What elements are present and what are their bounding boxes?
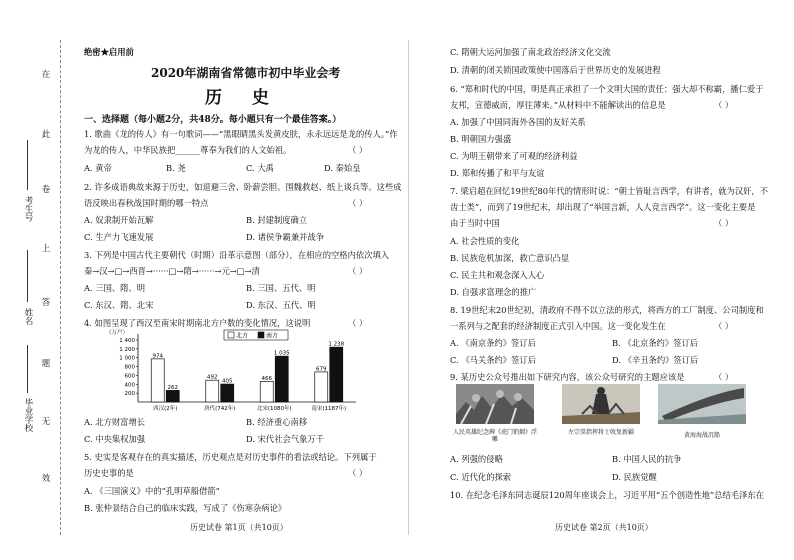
- secret-mark: 绝密★启用前: [84, 47, 134, 57]
- binding-char: 答: [41, 298, 51, 308]
- binding-char: 无: [41, 417, 51, 427]
- binding-char: 此: [41, 130, 51, 140]
- name-label: 姓名: [23, 308, 33, 325]
- bar-north: [151, 359, 164, 402]
- q8-option-b: B. 《北京条约》签订后: [612, 338, 699, 348]
- q5-option-a: A. 《三国演义》中的“孔明草船借箭”: [84, 486, 220, 496]
- binding-dashed-line: [60, 40, 61, 535]
- y-axis-label: （万户）: [106, 330, 129, 336]
- q5-stem-line2: 历史史事的是: [84, 468, 134, 478]
- bar-value-label: 679: [316, 366, 327, 373]
- student-id-label: 考生号: [23, 196, 33, 222]
- q3-option-a: A. 三国、隋、明: [84, 283, 146, 293]
- y-tick-label: 800: [124, 364, 135, 371]
- q8-option-d: D. 《辛丑条约》签订后: [612, 355, 699, 365]
- bar-north: [315, 372, 328, 402]
- x-tick-label: 南宋(1187年): [311, 406, 347, 412]
- section-title: 一、选择题（每小题2分，共48分。每小题只有一个最佳答案。）: [84, 115, 342, 125]
- q2-stem-line2: 语反映出春秋战国时期的哪一特点: [84, 198, 209, 208]
- q6-option-a: A. 加强了中国同海外各国的友好关系: [450, 117, 586, 127]
- legend-swatch: [258, 332, 264, 338]
- y-tick-label: 400: [124, 382, 135, 389]
- q3-option-c: C. 东汉、隋、北宋: [84, 300, 154, 310]
- q7-option-a: A. 社会性质的变化: [450, 236, 520, 246]
- x-tick-label: 唐代(742年): [204, 406, 236, 412]
- footer-left: 历史试卷 第1页（共10页）: [190, 523, 288, 532]
- bar-value-label: 466: [261, 375, 272, 382]
- q7-stem-line3: 由于当时中国: [450, 218, 500, 228]
- legend-swatch: [228, 332, 234, 338]
- q8-option-c: C. 《马关条约》签订后: [450, 355, 536, 365]
- footer-right: 历史试卷 第2页（共10页）: [555, 523, 653, 532]
- q8-stem-line2: 一系列与之配套的经济制度正式引入中国。这一变化发生在: [450, 321, 666, 331]
- q5-stem-line1: 5. 史实是客观存在的真实描述，历史观点是对历史事件的看法或结论。下列属于: [84, 452, 377, 462]
- q5-option-c: C. 隋朝大运河加强了南北政治经济文化交流: [450, 47, 611, 57]
- q2-option-c: C. 生产力飞速发展: [84, 232, 154, 242]
- bar-value-label: 262: [167, 384, 178, 391]
- photo-caption-1: 人民英雄纪念碑《虎门销烟》浮雕: [452, 429, 537, 443]
- binding-margin: [0, 0, 82, 560]
- binding-char: 效: [41, 474, 51, 484]
- q5-option-b: B. 张仲景结合自己的临床实践，写成了《伤寒杂病论》: [84, 503, 287, 513]
- y-tick-label: 200: [124, 391, 135, 398]
- y-tick-label: 600: [124, 373, 135, 380]
- bar-north: [260, 381, 273, 402]
- q3-stem-line1: 3. 下列是中国古代主要朝代（时期）沿革示意图（部分），在相应的空格内依次填入: [84, 250, 390, 260]
- y-tick-label: 1 000: [119, 355, 135, 362]
- answer-paren: （ ）: [348, 198, 368, 208]
- shipwreck-image: [658, 384, 746, 424]
- q7-option-b: B. 民族危机加深，救亡意识凸显: [450, 253, 570, 263]
- q3-option-b: B. 三国、五代、明: [246, 283, 316, 293]
- q3-dynasty-chain: 秦→汉→□→西晋→······□→隋→······→元→□→清: [84, 266, 260, 276]
- exam-title: 2020年湖南省常德市初中毕业会考: [151, 66, 341, 80]
- q2-option-b: B. 封建制度确立: [246, 215, 308, 225]
- q4-option-c: C. 中央集权加强: [84, 434, 146, 444]
- binding-char: 题: [41, 359, 51, 369]
- binding-char: 上: [41, 244, 51, 254]
- answer-paren: （ ）: [714, 218, 734, 228]
- legend-label: 北方: [236, 332, 249, 340]
- bar-south: [275, 356, 288, 402]
- bar-south: [166, 390, 179, 402]
- bar-south: [221, 384, 234, 402]
- answer-paren: （ ）: [348, 145, 368, 155]
- answer-paren: （ ）: [714, 100, 734, 110]
- x-tick-label: 北宋(1080年): [256, 406, 292, 412]
- q2-option-d: D. 诸侯争霸兼并战争: [246, 232, 325, 242]
- binding-char: 卷: [41, 185, 51, 195]
- q9-option-b: B. 中国人民的抗争: [612, 454, 682, 464]
- q10-stem-line1: 10. 在纪念毛泽东同志诞辰120周年座谈会上，习近平用“五个创造性地”总结毛泽东在: [450, 490, 764, 500]
- q6-option-b: B. 明朝国力强盛: [450, 134, 512, 144]
- q7-option-d: D. 自强求富理念的推广: [450, 287, 537, 297]
- q6-option-c: C. 为明王朝带来了可观的经济利益: [450, 151, 578, 161]
- x-tick-label: 西汉(2年): [153, 406, 178, 412]
- relief-sculpture-image: [456, 384, 534, 424]
- q6-stem-line1: 6. “郑和时代的中国，明是真正承担了一个文明大国的责任：强大却不称霸，播仁爱于: [450, 84, 764, 94]
- q3-option-d: D. 东汉、五代、明: [246, 300, 316, 310]
- q9-option-c: C. 近代化的探索: [450, 472, 512, 482]
- binding-char: 在: [41, 70, 51, 80]
- photo-caption-2: 左宗棠指挥将士收复新疆: [567, 429, 634, 436]
- household-bar-chart: [104, 328, 362, 414]
- q6-stem-line2: 友邦，宣德威而，厚往薄来。”从材料中不能解读出的信息是: [450, 100, 666, 110]
- q8-option-a: A. 《南京条约》签订后: [450, 338, 536, 348]
- name-line: [27, 250, 28, 302]
- school-line: [27, 345, 28, 393]
- q4-option-d: D. 宋代社会气象万千: [246, 434, 325, 444]
- bar-north: [206, 380, 219, 402]
- q2-option-a: A. 奴隶制开始瓦解: [84, 215, 154, 225]
- answer-paren: （ ）: [714, 321, 734, 331]
- q1-option-b: B. 尧: [166, 163, 186, 173]
- q1-stem-line1: 1. 歌曲《龙的传人》有一句歌词——“黑眼睛黑头发黄皮肤，永永远远是龙的传人。”作: [84, 129, 398, 139]
- answer-paren: （ ）: [714, 372, 734, 382]
- q4-option-a: A. 北方财富增长: [84, 417, 146, 427]
- q9-option-d: D. 民族觉醒: [612, 472, 657, 482]
- page-divider: [408, 40, 409, 535]
- q9-option-a: A. 列强的侵略: [450, 454, 503, 464]
- q9-stem: 9. 某历史公众号推出如下研究内容，该公众号研究的主题应该是: [450, 372, 685, 382]
- legend-label: 南方: [266, 332, 279, 340]
- answer-paren: （ ）: [348, 468, 368, 478]
- school-label: 毕业学校: [23, 398, 33, 432]
- q1-stem-line2: 为龙的传人，中华民族把______尊奉为我们的人文始祖。: [84, 145, 292, 155]
- bar-south: [330, 347, 343, 402]
- q6-option-d: D. 郑和传播了和平与友谊: [450, 168, 545, 178]
- photo-caption-3: 黄海海战沉船: [683, 432, 720, 439]
- general-painting-image: [562, 384, 640, 424]
- q7-stem-line2: 齿士类”，而到了19世纪末，却出现了“举国言新，人人竞言西学”。这一变化主要是: [450, 202, 756, 212]
- bar-value-label: 1 035: [273, 350, 290, 357]
- answer-paren: （ ）: [348, 266, 368, 276]
- q7-option-c: C. 民主共和观念深入人心: [450, 270, 545, 280]
- y-tick-label: 1 400: [119, 338, 135, 344]
- bar-value-label: 405: [222, 378, 233, 385]
- q1-option-d: D. 秦始皇: [324, 163, 361, 173]
- exam-subject: 历 史: [205, 88, 281, 108]
- bar-value-label: 492: [207, 374, 218, 381]
- q7-stem-line1: 7. 梁启超在回忆19世纪80年代的情形时说：“朝士皆耻言西学，有讲者，就为汉奸，不: [450, 186, 769, 196]
- q5-option-d: D. 清朝的闭关锁国政策使中国落后于世界历史的发展进程: [450, 65, 661, 75]
- q1-option-a: A. 黄帝: [84, 163, 112, 173]
- q1-option-c: C. 大禹: [246, 163, 274, 173]
- q4-option-b: B. 经济重心南移: [246, 417, 308, 427]
- q4-stem: 4. 如图呈现了西汉至南宋时期南北方户数的变化情况，这说明: [84, 318, 311, 328]
- q2-stem-line1: 2. 许多成语典故来源于历史，如退避三舍、卧薪尝胆、围魏救赵、纸上谈兵等。这些成: [84, 182, 402, 192]
- q8-stem-line1: 8. 19世纪末20世纪初，清政府不得不以立法的形式，将西方的工厂制度、公司制度和: [450, 305, 764, 315]
- student-id-line: [27, 140, 28, 190]
- bar-value-label: 1 238: [328, 341, 345, 348]
- y-tick-label: 1 200: [119, 346, 135, 353]
- answer-paren: （ ）: [348, 318, 368, 328]
- bar-value-label: 974: [152, 353, 163, 360]
